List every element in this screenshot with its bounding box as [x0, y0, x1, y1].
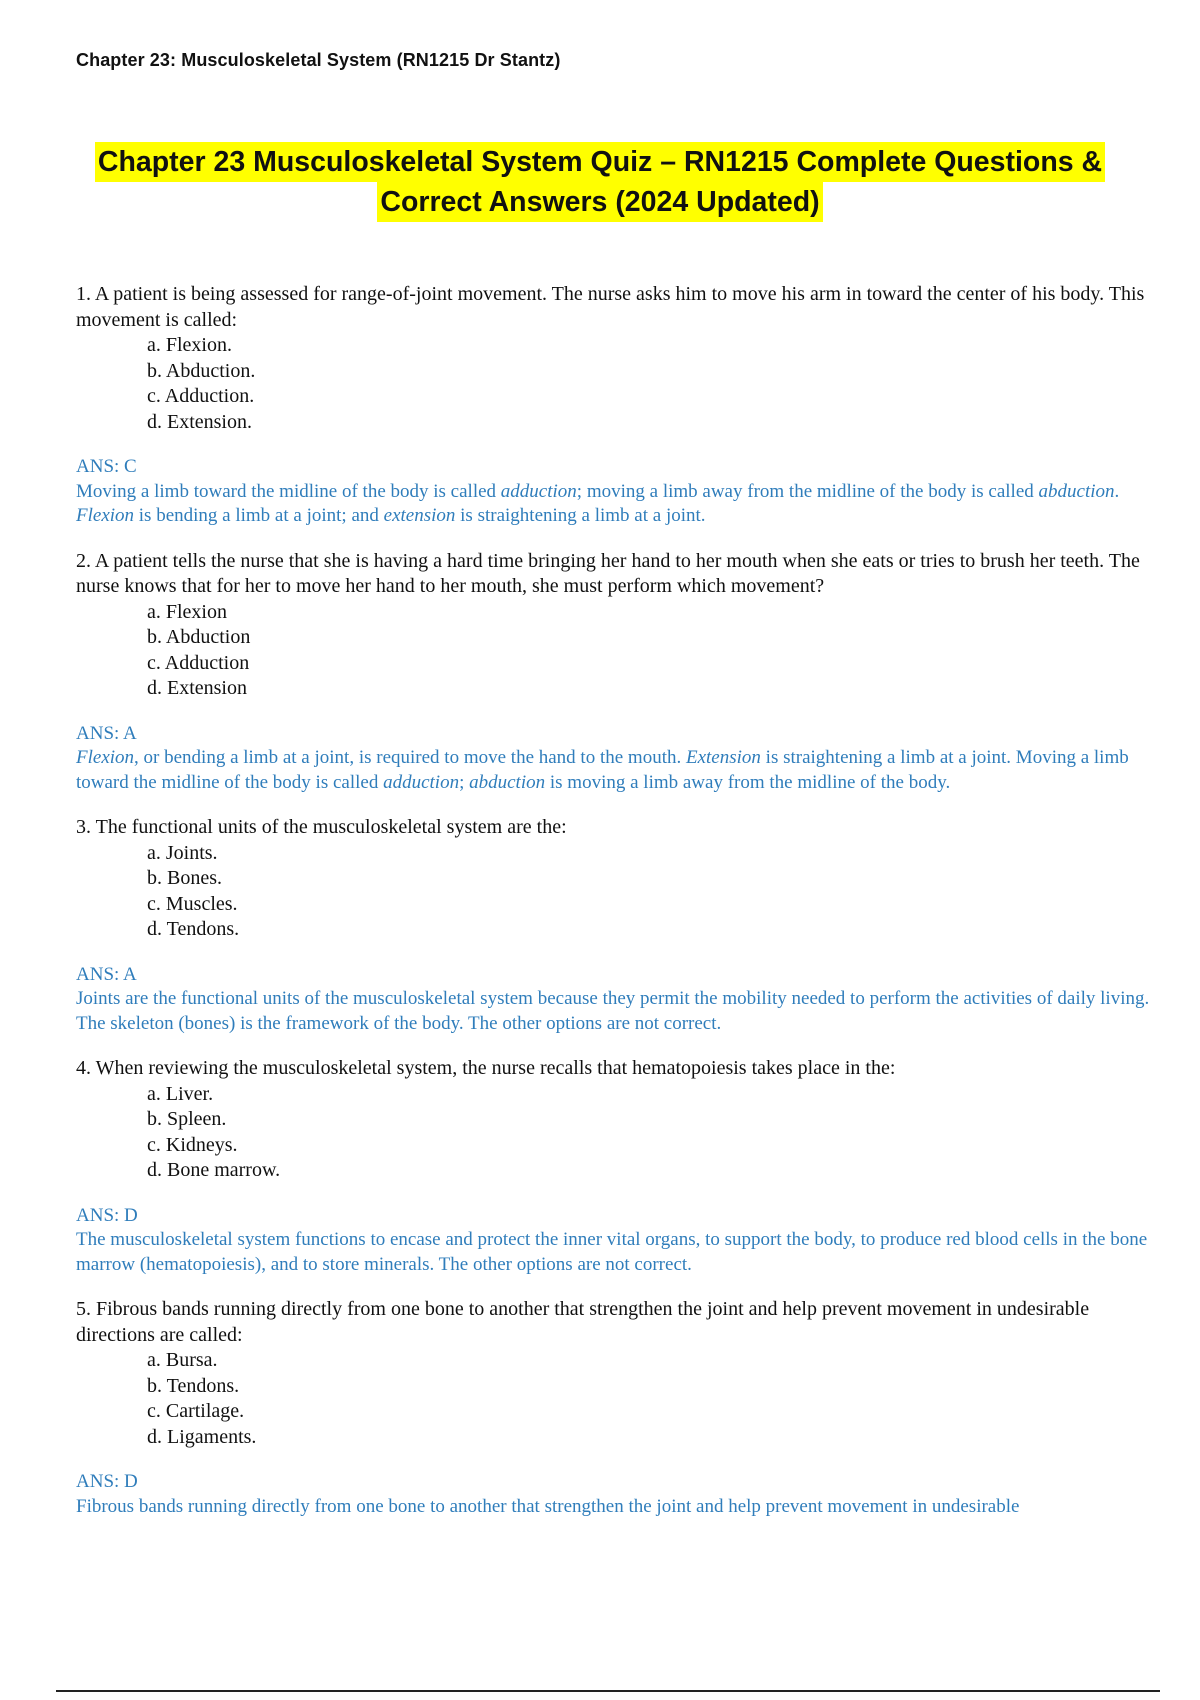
question-list — [76, 282, 1156, 1539]
answer-options — [76, 841, 1156, 943]
rationale-text: is bending a limb at a joint; and — [134, 505, 384, 526]
question-block — [76, 1297, 1156, 1519]
answer-option: d. Bone marrow. — [147, 1159, 281, 1181]
answer-key: ANS: C — [76, 456, 137, 477]
question-block — [76, 1056, 1156, 1277]
question-stem: 4. When reviewing the musculoskeletal system, the nurse recalls that hematopoiesis takes place in the: — [76, 1057, 896, 1079]
answer-block — [76, 963, 1156, 1037]
rationale-text: , or bending a limb at a joint, is required to move the hand to the mouth. — [134, 747, 686, 768]
rationale-text: The musculoskeletal system functions to encase and protect the inner vital organs, to support the body, to produce red blood cells in the bone marrow (hematopoiesis), and to store minerals. The other options are not correct. — [76, 1229, 1148, 1275]
answer-option: b. Bones. — [147, 867, 222, 889]
question-stem: 5. Fibrous bands running directly from one bone to another that strengthen the joint and help prevent movement in undesirable directions are called: — [76, 1298, 1090, 1346]
answer-option: a. Flexion. — [147, 334, 232, 356]
answer-key: ANS: D — [76, 1471, 138, 1492]
answer-options — [76, 1348, 1156, 1450]
answer-block — [76, 455, 1156, 529]
question-block — [76, 282, 1156, 529]
answer-option: c. Muscles. — [147, 892, 238, 915]
answer-options — [76, 1082, 1156, 1184]
rationale-text: Joints are the functional units of the musculoskeletal system because they permit the mobility needed to perform the activities of daily living. The skeleton (bones) is the framework of the body. The other options are not correct. — [76, 988, 1150, 1034]
rationale-term: Flexion — [76, 505, 135, 526]
rationale-term: extension — [383, 505, 456, 526]
rationale-term: Extension — [685, 747, 761, 768]
answer-option: b. Spleen. — [147, 1108, 227, 1130]
answer-block — [76, 722, 1156, 796]
answer-option: b. Abduction. — [147, 359, 256, 382]
answer-option: d. Tendons. — [147, 918, 240, 940]
rationale-term: abduction — [1038, 480, 1115, 502]
answer-rationale — [76, 987, 1156, 1036]
answer-option: b. Abduction — [147, 626, 251, 648]
question-stem: 1. A patient is being assessed for range-of-joint movement. The nurse asks him to move his arm in toward the center of his body. This movement is called: — [76, 283, 1145, 331]
title-line-1: Chapter 23 Musculoskeletal System Quiz – RN1215 Complete Questions & — [95, 142, 1105, 182]
answer-rationale — [76, 480, 1156, 529]
answer-key: ANS: A — [76, 963, 137, 985]
rationale-text: . — [1114, 480, 1120, 502]
rationale-text: is moving a limb away from the midline of the body. — [545, 771, 951, 793]
answer-key: ANS: D — [76, 1204, 138, 1226]
answer-option: c. Adduction — [147, 651, 250, 674]
rationale-text: ; — [459, 771, 470, 793]
answer-option: a. Liver. — [147, 1082, 214, 1105]
answer-option: d. Ligaments. — [147, 1425, 257, 1448]
footer-rule — [56, 1690, 1160, 1692]
answer-rationale — [76, 1228, 1156, 1277]
rationale-term: abduction — [469, 771, 546, 793]
answer-option: a. Bursa. — [147, 1349, 218, 1371]
running-header: Chapter 23: Musculoskeletal System (RN1215 Dr Stantz) — [76, 50, 561, 70]
question-block — [76, 815, 1156, 1036]
question-stem: 3. The functional units of the musculoskeletal system are the: — [76, 816, 567, 838]
answer-key: ANS: A — [76, 722, 137, 744]
rationale-term: adduction — [383, 771, 460, 793]
answer-option: d. Extension — [147, 677, 247, 699]
answer-rationale — [76, 1495, 1156, 1520]
answer-option: c. Kidneys. — [147, 1133, 238, 1156]
rationale-term: adduction — [500, 480, 577, 502]
document-title — [0, 142, 1200, 222]
answer-options — [76, 600, 1156, 702]
rationale-text: Fibrous bands running directly from one bone to another that strengthen the joint and help prevent movement in undesirable — [76, 1495, 1020, 1517]
rationale-text: ; moving a limb away from the midline of the body is called — [576, 480, 1039, 502]
answer-rationale — [76, 746, 1156, 795]
answer-option: a. Flexion — [147, 600, 227, 623]
question-block — [76, 549, 1156, 796]
rationale-text: Moving a limb toward the midline of the body is called — [76, 480, 501, 502]
rationale-text: is straightening a limb at a joint. Moving a limb toward the midline of the body is called — [76, 747, 1129, 793]
answer-options — [76, 333, 1156, 435]
answer-option: a. Joints. — [147, 841, 218, 864]
rationale-term: Flexion — [76, 747, 135, 768]
question-stem: 2. A patient tells the nurse that she is having a hard time bringing her hand to her mouth when she eats or tries to brush her teeth. The nurse knows that for her to move her hand to her mouth, she must perform which movement? — [76, 549, 1140, 597]
title-line-2: Correct Answers (2024 Updated) — [377, 182, 822, 222]
answer-block — [76, 1204, 1156, 1278]
answer-block — [76, 1470, 1156, 1519]
rationale-text: is straightening a limb at a joint. — [455, 505, 706, 526]
answer-option: c. Adduction. — [147, 385, 255, 407]
answer-option: d. Extension. — [147, 410, 252, 433]
answer-option: b. Tendons. — [147, 1374, 240, 1397]
answer-option: c. Cartilage. — [147, 1400, 245, 1422]
